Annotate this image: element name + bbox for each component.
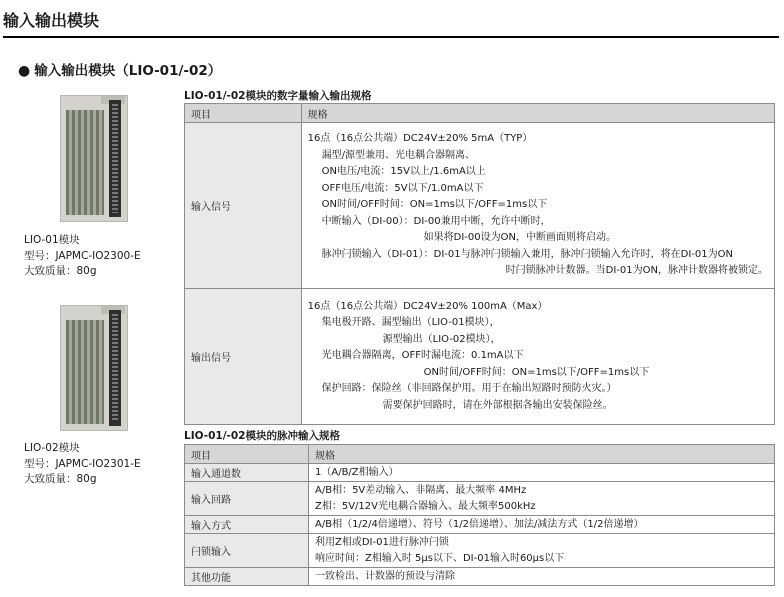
- module-mass: 大致质量：80g: [24, 265, 97, 277]
- bullet-icon: ●: [18, 63, 31, 79]
- table-row: [185, 534, 775, 568]
- lio-02-module-photo: [60, 305, 128, 431]
- spec-line: 如果将DI-00设为ON，中断画面则将启动。: [423, 232, 616, 244]
- title-divider: [3, 36, 779, 38]
- table-header-row: [185, 104, 775, 123]
- page-title: 输入输出模块: [3, 11, 100, 30]
- row-label: 输入方式: [185, 516, 309, 534]
- table-row: [185, 123, 775, 289]
- module-name: LIO-02模块: [24, 442, 80, 454]
- digital-io-spec-table: [184, 103, 775, 425]
- spec-line: A/B相：5V差动输入、非隔离、最大频率 4MHz: [315, 484, 527, 496]
- spec-line: OFF电压/电流：5V以下/1.0mA以下: [321, 182, 484, 194]
- spec-line: 时闩锁脉冲计数器。当DI-01为ON，脉冲计数器将被锁定。: [505, 265, 768, 277]
- spec-line: 需要保护回路时，请在外部根据各输出安装保险丝。: [382, 399, 613, 411]
- header-item: 项目: [185, 445, 309, 464]
- lio-01-module-photo: [60, 95, 128, 222]
- spec-line: 一致检出、计数器的预设与清除: [315, 570, 455, 582]
- row-label: 闩锁输入: [185, 534, 309, 568]
- module-mass: 大致质量：80g: [24, 473, 97, 485]
- header-spec: 规格: [301, 104, 774, 123]
- table-header-row: [185, 445, 775, 464]
- table-row: [185, 482, 775, 516]
- lio-01-caption: [24, 233, 141, 280]
- table-row: [185, 289, 775, 425]
- spec-line: ON时间/OFF时间：ON=1ms以下/OFF=1ms以下: [321, 199, 548, 211]
- row-spec: [309, 534, 775, 568]
- spec-line: 脉冲闩锁输入（DI-01）：DI-01与脉冲闩锁输入兼用，脉冲闩锁输入允许时，将在DI-01为ON: [321, 248, 733, 260]
- spec-line: 1（A/B/Z相输入）: [315, 466, 399, 478]
- header-item: 项目: [185, 104, 302, 123]
- row-spec: [309, 482, 775, 516]
- table-row: [185, 568, 775, 586]
- module-name: LIO-01模块: [24, 234, 80, 246]
- module-model: 型号：JAPMC-IO2301-E: [24, 457, 141, 470]
- spec-line: 16点（16点公共端）DC24V±20% 5mA（TYP）: [307, 133, 533, 145]
- spec-line: 保护回路：保险丝（非回路保护用。用于在输出短路时预防火灾。）: [321, 383, 617, 395]
- table-row: [185, 464, 775, 482]
- row-label: 输入通道数: [185, 464, 309, 482]
- row-spec: [301, 289, 774, 425]
- spec-line: 利用Z相或DI-01进行脉冲闩锁: [315, 536, 449, 548]
- row-spec: [309, 464, 775, 482]
- row-label: 输入回路: [185, 482, 309, 516]
- spec-line: 16点（16点公共端）DC24V±20% 100mA（Max）: [307, 300, 548, 312]
- table-row: [185, 516, 775, 534]
- section-title: [18, 59, 221, 79]
- row-label: 输入信号: [185, 123, 302, 289]
- pulse-input-spec-table: [184, 444, 775, 586]
- row-spec: [309, 516, 775, 534]
- spec-line: 光电耦合器隔离，OFF时漏电流：0.1mA以下: [321, 350, 524, 362]
- lio-02-caption: [24, 441, 141, 488]
- row-spec: [309, 568, 775, 586]
- row-label: 其他功能: [185, 568, 309, 586]
- pulse-table-title: LIO-01/-02模块的脉冲输入规格: [184, 430, 340, 442]
- module-model: 型号：JAPMC-IO2300-E: [24, 249, 141, 262]
- header-spec: 规格: [309, 445, 775, 464]
- row-label: 输出信号: [185, 289, 302, 425]
- spec-line: 集电极开路、漏型输出（LIO-01模块），: [321, 317, 500, 329]
- spec-line: ON电压/电流：15V以上/1.6mA以上: [321, 166, 486, 178]
- section-title-text: 输入输出模块（LIO-01/-02）: [34, 63, 222, 79]
- spec-line: 中断输入（DI-00）：DI-00兼用中断，允许中断时，: [321, 215, 551, 227]
- spec-line: 响应时间：Z相输入时 5μs以下、DI-01输入时60μs以下: [315, 552, 565, 564]
- spec-line: 源型输出（LIO-02模块），: [382, 333, 501, 345]
- row-spec: [301, 123, 774, 289]
- spec-line: Z相：5V/12V光电耦合器输入、最大频率500kHz: [315, 500, 536, 512]
- spec-line: A/B相（1/2/4倍递增）、符号（1/2倍递增）、加法/减法方式（1/2倍递增）: [315, 518, 644, 530]
- spec-line: 漏型/源型兼用、光电耦合器隔离、: [321, 149, 476, 161]
- spec-line: ON时间/OFF时间：ON=1ms以下/OFF=1ms以下: [423, 366, 650, 378]
- digital-table-title: LIO-01/-02模块的数字量输入输出规格: [184, 90, 372, 102]
